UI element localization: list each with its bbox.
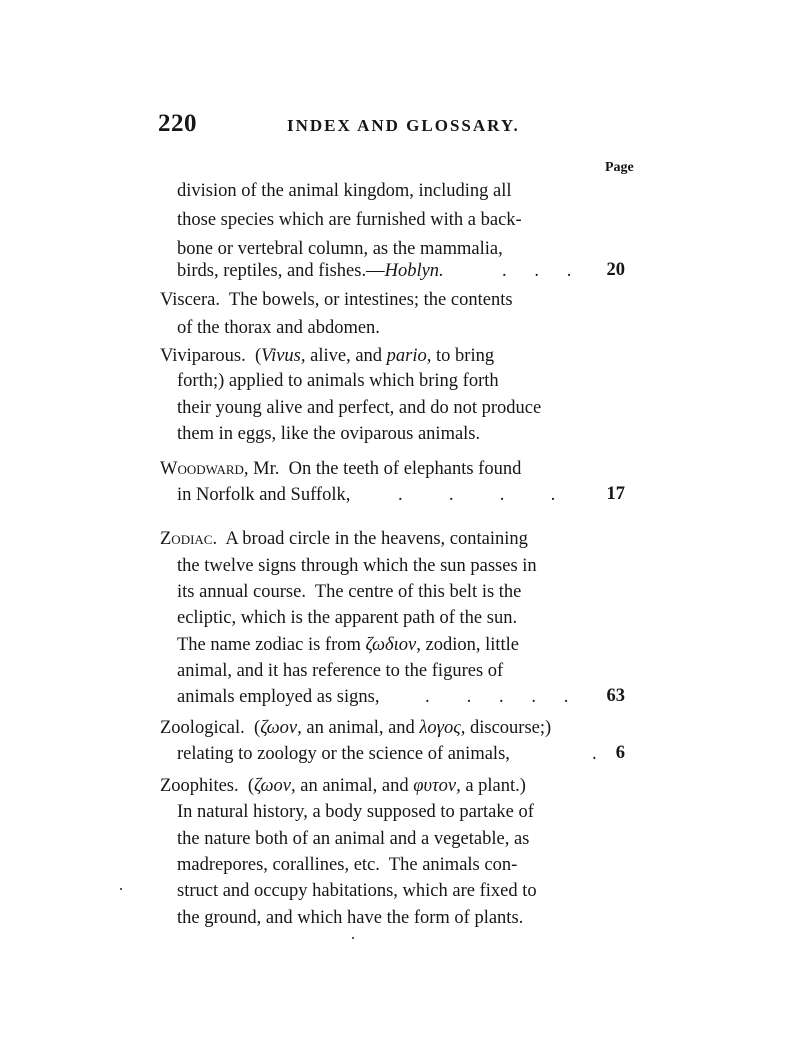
text-line: division of the animal kingdom, including all xyxy=(177,181,512,201)
page-ref: 63 xyxy=(606,686,625,706)
running-head: INDEX AND GLOSSARY. xyxy=(287,116,520,135)
text-line: ecliptic, which is the apparent path of the sun. xyxy=(177,608,518,628)
page-ref: 20 xyxy=(606,260,625,280)
page-number: 220 xyxy=(158,110,197,137)
text-line: the ground, and which have the form of plants. xyxy=(177,908,524,928)
text-line: their young alive and perfect, and do not produce xyxy=(177,398,542,418)
text-line: those species which are furnished with a back- xyxy=(177,210,522,230)
text-line: the nature both of an animal and a vegetable, as xyxy=(177,829,530,849)
text-line: in Norfolk and Suffolk, xyxy=(177,485,351,505)
text-line: the twelve signs through which the sun passes in xyxy=(177,556,537,576)
text-line: them in eggs, like the oviparous animals. xyxy=(177,424,481,444)
page-column-label: Page xyxy=(605,160,634,175)
text-line: forth;) applied to animals which bring forth xyxy=(177,371,499,391)
text-line: birds, reptiles, and fishes.—Hoblyn. xyxy=(177,261,444,281)
leader-dots: . . . . xyxy=(398,485,556,505)
text-line: Zoophites. (ζωον, an animal, and φυτον, a plant.) xyxy=(160,776,526,796)
leader-dots: . . . . . xyxy=(425,687,569,707)
page-ref: 17 xyxy=(606,484,625,504)
text-line: animal, and it has reference to the figures of xyxy=(177,661,504,681)
text-line: Zoological. (ζωον, an animal, and λογος, discourse;) xyxy=(160,718,552,738)
text-line: madrepores, corallines, etc. The animals con- xyxy=(177,855,518,875)
text-line: Viscera. The bowels, or intestines; the contents xyxy=(160,290,513,310)
text-line: Viviparous. (Vivus, alive, and pario, to bring xyxy=(160,346,495,366)
text-line: Woodward, Mr. On the teeth of elephants found xyxy=(160,459,522,479)
print-speck xyxy=(352,937,354,939)
text-line: In natural history, a body supposed to partake of xyxy=(177,802,534,822)
leader-dots: . xyxy=(592,744,597,764)
text-line: struct and occupy habitations, which are fixed to xyxy=(177,881,537,901)
leader-dots: . . . xyxy=(502,261,572,281)
text-line: of the thorax and abdomen. xyxy=(177,318,380,338)
text-line: relating to zoology or the science of animals, xyxy=(177,744,510,764)
text-line: The name zodiac is from ζωδιον, zodion, little xyxy=(177,635,519,655)
text-line: bone or vertebral column, as the mammalia, xyxy=(177,239,503,259)
text-line: its annual course. The centre of this belt is the xyxy=(177,582,522,602)
text-line: Zodiac. A broad circle in the heavens, containing xyxy=(160,529,528,549)
page-ref: 6 xyxy=(615,743,625,763)
text-line: animals employed as signs, xyxy=(177,687,380,707)
print-speck xyxy=(120,888,122,890)
